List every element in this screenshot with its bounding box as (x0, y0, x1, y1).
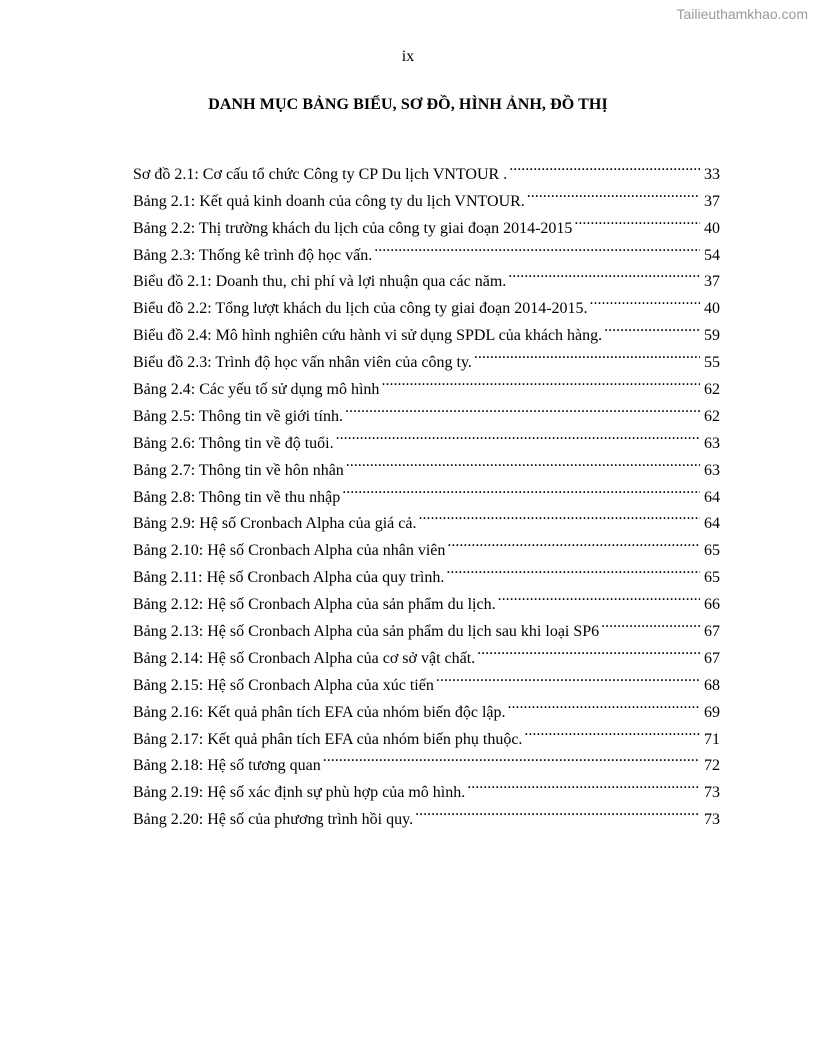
toc-entry-label: Bảng 2.20: Hệ số của phương trình hồi quy. (133, 811, 414, 829)
dot-leader (336, 421, 700, 448)
toc-entry-page-number: 68 (704, 676, 720, 694)
toc-entry-page-number: 71 (704, 730, 720, 748)
toc-entry-label: Bảng 2.1: Kết quả kinh doanh của công ty du lịch VNTOUR. (133, 192, 525, 210)
dot-leader (477, 636, 700, 663)
toc-entry-page-number: 33 (704, 165, 720, 183)
dot-leader (346, 448, 700, 475)
toc-entry-label: Bảng 2.6: Thông tin về độ tuổi. (133, 434, 334, 452)
toc-entry-label: Bảng 2.15: Hệ số Cronbach Alpha của xúc tiến (133, 676, 434, 694)
dot-leader (381, 367, 700, 394)
dot-leader (342, 475, 700, 502)
toc-entry-page-number: 64 (704, 488, 720, 506)
dot-leader (498, 582, 700, 609)
toc-entry-page-number: 73 (704, 784, 720, 802)
toc-entry-label: Bảng 2.16: Kết quả phân tích EFA của nhóm biến độc lập. (133, 703, 506, 721)
page-number: ix (401, 48, 415, 65)
watermark-text: Tailieuthamkhao.com (676, 6, 808, 22)
toc-entry-label: Bảng 2.8: Thông tin về thu nhập (133, 488, 341, 506)
dot-leader (527, 179, 700, 206)
toc-entry[interactable] (133, 152, 720, 183)
toc-entry-page-number: 65 (704, 569, 720, 587)
toc-entry-page-number: 64 (704, 515, 720, 533)
dot-leader (418, 502, 700, 529)
toc-entry-page-number: 40 (704, 300, 720, 318)
dot-leader (436, 663, 700, 690)
toc-entry-label: Bảng 2.14: Hệ số Cronbach Alpha của cơ sở vật chất. (133, 649, 476, 667)
toc-entry-label: Bảng 2.3: Thống kê trình độ học vấn. (133, 246, 373, 264)
toc-entry-label: Bảng 2.5: Thông tin về giới tính. (133, 407, 343, 425)
toc-entry-label: Bảng 2.12: Hệ số Cronbach Alpha của sản phẩm du lịch. (133, 596, 496, 614)
toc-entry-label: Bảng 2.17: Kết quả phân tích EFA của nhóm biến phụ thuộc. (133, 730, 523, 748)
dot-leader (446, 555, 700, 582)
dot-leader (508, 690, 700, 717)
toc-entry-page-number: 67 (704, 623, 720, 641)
toc-entry-page-number: 66 (704, 596, 720, 614)
toc-entry-label: Bảng 2.18: Hệ số tương quan (133, 757, 321, 775)
dot-leader (509, 152, 700, 179)
toc-entry-page-number: 67 (704, 649, 720, 667)
toc-entry-label: Biểu đồ 2.3: Trình độ học vấn nhân viên của công ty. (133, 354, 472, 372)
toc-entry-page-number: 72 (704, 757, 720, 775)
dot-leader (590, 286, 700, 313)
dot-leader (508, 260, 700, 287)
toc-entry-page-number: 54 (704, 246, 720, 264)
toc-entry-page-number: 55 (704, 354, 720, 372)
toc-entry-label: Bảng 2.2: Thị trường khách du lịch của công ty giai đoạn 2014-2015 (133, 219, 573, 237)
toc-entry-label: Sơ đồ 2.1: Cơ cấu tổ chức Công ty CP Du lịch VNTOUR . (133, 165, 508, 183)
page-title: DANH MỤC BẢNG BIỂU, SƠ ĐỒ, HÌNH ẢNH, ĐỒ THỊ (208, 96, 608, 113)
dot-leader (604, 313, 700, 340)
dot-leader (374, 233, 700, 260)
toc-entry-label: Bảng 2.11: Hệ số Cronbach Alpha của quy trình. (133, 569, 445, 587)
dot-leader (323, 744, 700, 771)
toc-entry-page-number: 62 (704, 381, 720, 399)
dot-leader (415, 797, 700, 824)
toc-entry-label: Bảng 2.13: Hệ số Cronbach Alpha của sản phẩm du lịch sau khi loại SP6 (133, 623, 600, 641)
toc-entry-label: Biểu đồ 2.2: Tổng lượt khách du lịch của công ty giai đoạn 2014-2015. (133, 300, 588, 318)
toc-entry-page-number: 37 (704, 192, 720, 210)
toc-entry-page-number: 63 (704, 461, 720, 479)
toc-entry-page-number: 62 (704, 407, 720, 425)
toc-entry-page-number: 59 (704, 327, 720, 345)
table-of-figures (133, 152, 720, 829)
toc-entry-page-number: 37 (704, 273, 720, 291)
toc-entry-label: Biểu đồ 2.1: Doanh thu, chi phí và lợi nhuận qua các năm. (133, 273, 507, 291)
toc-entry-label: Bảng 2.19: Hệ số xác định sự phù hợp của mô hình. (133, 784, 466, 802)
toc-entry-page-number: 65 (704, 542, 720, 560)
toc-entry-page-number: 69 (704, 703, 720, 721)
dot-leader (467, 770, 700, 797)
toc-entry-page-number: 40 (704, 219, 720, 237)
dot-leader (524, 717, 700, 744)
dot-leader (345, 394, 700, 421)
dot-leader (474, 340, 700, 367)
dot-leader (447, 528, 700, 555)
toc-entry-label: Bảng 2.10: Hệ số Cronbach Alpha của nhân viên (133, 542, 446, 560)
toc-entry-page-number: 63 (704, 434, 720, 452)
toc-entry-label: Biểu đồ 2.4: Mô hình nghiên cứu hành vi sử dụng SPDL của khách hàng. (133, 327, 603, 345)
toc-entry-label: Bảng 2.4: Các yếu tố sử dụng mô hình (133, 381, 380, 399)
toc-entry-page-number: 73 (704, 811, 720, 829)
dot-leader (601, 609, 700, 636)
dot-leader (574, 206, 700, 233)
toc-entry-label: Bảng 2.7: Thông tin về hôn nhân (133, 461, 344, 479)
toc-entry-label: Bảng 2.9: Hệ số Cronbach Alpha của giá cả. (133, 515, 417, 533)
